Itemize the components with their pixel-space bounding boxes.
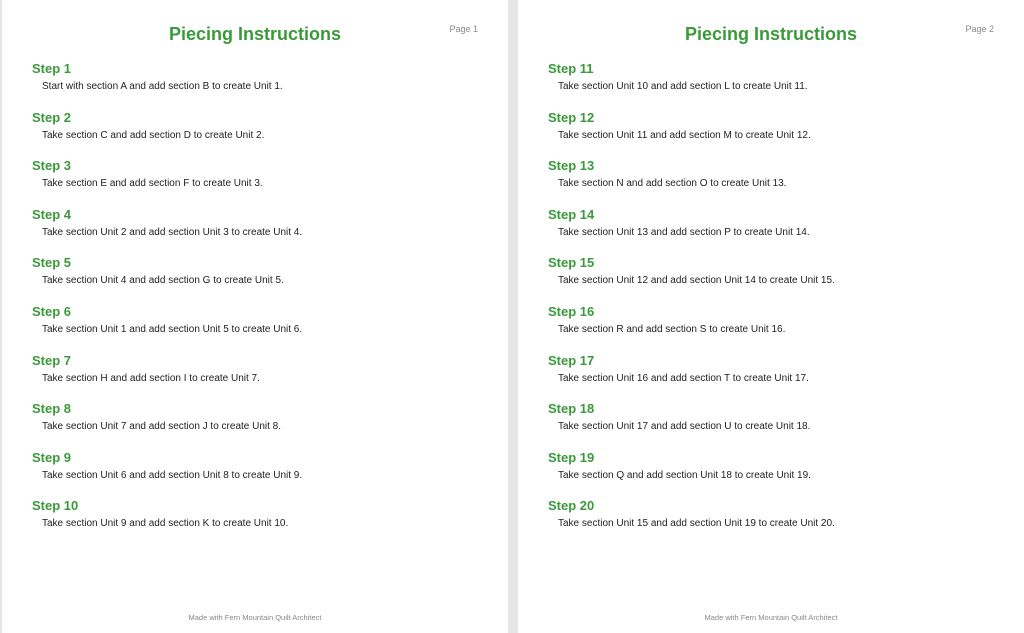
- step-title: Step 2: [32, 109, 72, 125]
- step-item: [548, 207, 998, 256]
- page-title: Piecing Instructions: [684, 24, 858, 44]
- step-item: [32, 401, 482, 450]
- step-text: Take section Unit 13 and add section P to create Unit 14.: [558, 226, 810, 238]
- page-number: Page 1: [449, 24, 478, 34]
- step-item: [32, 255, 482, 304]
- step-title: Step 4: [32, 206, 72, 222]
- step-item: [548, 498, 998, 547]
- step-title: Step 18: [548, 401, 595, 417]
- step-item: [32, 498, 482, 547]
- page-footer: Made with Fern Mountain Quilt Architect: [704, 613, 838, 622]
- step-item: [32, 61, 482, 110]
- step-title: Step 17: [548, 352, 595, 368]
- step-text: Take section Unit 11 and add section M to create Unit 12.: [558, 129, 811, 141]
- step-text: Start with section A and add section B to create Unit 1.: [42, 81, 283, 92]
- step-title: Step 9: [32, 449, 72, 465]
- step-item: [32, 110, 482, 159]
- step-item: [32, 353, 482, 402]
- step-text: Take section Q and add section Unit 18 to create Unit 19.: [558, 469, 811, 481]
- step-text: Take section Unit 16 and add section T to create Unit 17.: [558, 372, 809, 384]
- page-footer: Made with Fern Mountain Quilt Architect: [188, 613, 322, 622]
- step-title: Step 19: [548, 449, 595, 465]
- step-item: [548, 304, 998, 353]
- step-item: [548, 61, 998, 110]
- step-title: Step 13: [548, 158, 595, 174]
- step-title: Step 14: [548, 206, 595, 222]
- step-text: Take section R and add section S to create Unit 16.: [558, 323, 786, 335]
- step-title: Step 7: [32, 352, 72, 368]
- step-list: [32, 61, 482, 547]
- step-text: Take section H and add section I to create Unit 7.: [42, 372, 260, 384]
- step-item: [32, 207, 482, 256]
- step-title: Step 15: [548, 255, 595, 271]
- step-text: Take section Unit 17 and add section U to create Unit 18.: [558, 421, 811, 433]
- step-title: Step 10: [32, 498, 79, 514]
- step-text: Take section Unit 1 and add section Unit 5 to create Unit 6.: [42, 323, 303, 335]
- step-title: Step 11: [548, 61, 594, 76]
- step-title: Step 5: [32, 255, 72, 271]
- step-text: Take section Unit 4 and add section G to create Unit 5.: [42, 275, 284, 287]
- step-item: [548, 353, 998, 402]
- step-item: [32, 450, 482, 499]
- step-text: Take section Unit 6 and add section Unit 8 to create Unit 9.: [42, 469, 303, 481]
- step-text: Take section Unit 15 and add section Unit 19 to create Unit 20.: [558, 518, 835, 530]
- page-2: [518, 0, 1024, 633]
- step-item: [548, 158, 998, 207]
- page-1: [2, 0, 508, 633]
- step-item: [548, 401, 998, 450]
- step-item: [32, 304, 482, 353]
- page-title: Piecing Instructions: [168, 24, 342, 44]
- step-title: Step 3: [32, 158, 72, 174]
- step-title: Step 8: [32, 401, 72, 417]
- step-text: Take section Unit 9 and add section K to create Unit 10.: [42, 518, 289, 530]
- step-title: Step 16: [548, 303, 595, 319]
- step-text: Take section Unit 12 and add section Unit 14 to create Unit 15.: [558, 275, 835, 287]
- step-text: Take section N and add section O to create Unit 13.: [558, 178, 787, 190]
- step-item: [548, 255, 998, 304]
- step-text: Take section Unit 7 and add section J to create Unit 8.: [42, 421, 282, 433]
- step-text: Take section Unit 10 and add section L to create Unit 11.: [558, 81, 808, 92]
- step-item: [548, 110, 998, 159]
- step-text: Take section E and add section F to create Unit 3.: [42, 178, 263, 190]
- step-title: Step 12: [548, 109, 595, 125]
- step-title: Step 20: [548, 498, 595, 514]
- step-title: Step 1: [32, 61, 72, 76]
- step-item: [548, 450, 998, 499]
- page-number: Page 2: [965, 24, 994, 34]
- step-text: Take section Unit 2 and add section Unit 3 to create Unit 4.: [42, 226, 303, 238]
- step-list: [548, 61, 998, 547]
- step-title: Step 6: [32, 303, 72, 319]
- step-text: Take section C and add section D to create Unit 2.: [42, 129, 265, 141]
- step-item: [32, 158, 482, 207]
